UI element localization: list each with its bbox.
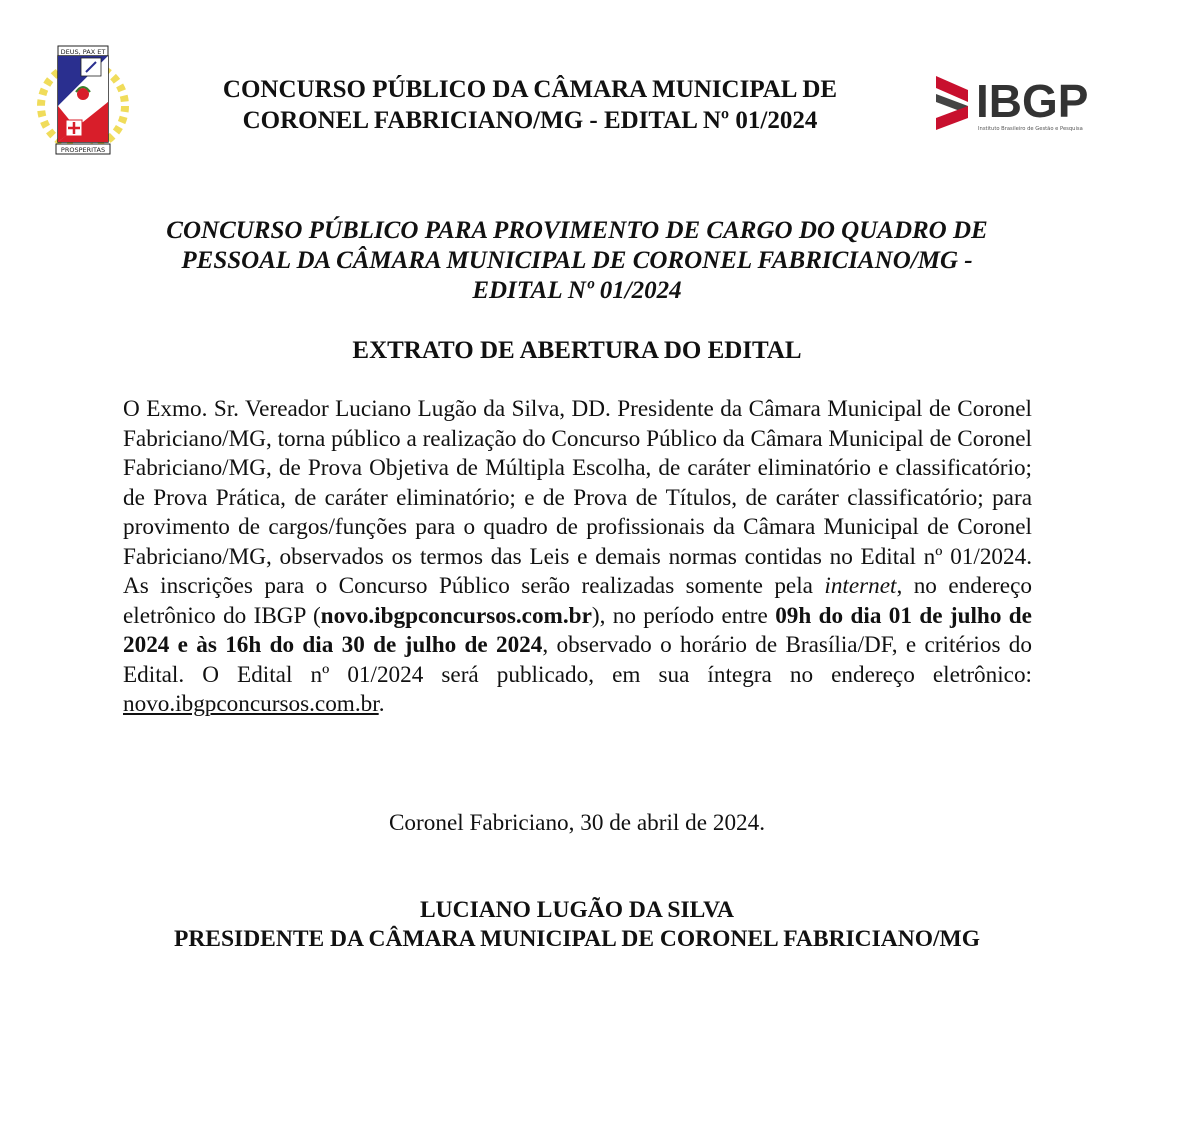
body-text-part1: O Exmo. Sr. Vereador Luciano Lugão da Silva, DD. Presidente da Câmara Municipal de Coronel Fabriciano/MG, torna público a realização do Concurso Público da Câmara Municipal de Coronel Fabriciano/MG, de Prova Objetiva de Múltipla Escolha, de caráter eliminatório e classificatório; de Prova Prática, de caráter eliminatório; e de Prova de Títulos, de caráter classificatório; para provimento de cargos/funções para o quadro de profissionais da Câmara Municipal de Coronel Fabriciano/MG, observados os termos das Leis e demais normas contidas no Edital nº 01/2024. As inscrições para o Concurso Público serão realizadas somente pela: [123, 396, 1032, 599]
site-address-link[interactable]: novo.ibgpconcursos.com.br: [123, 691, 379, 717]
signature-role: PRESIDENTE DA CÂMARA MUNICIPAL DE CORONEL FABRICIANO/MG: [173, 926, 981, 952]
body-text-part4: , observado o horário de Brasília/DF, e critérios do Edital. O Edital nº 01/2024 será publicado, em sua íntegra no endereço eletrônico:: [123, 632, 1032, 688]
body-paragraph: [123, 395, 1032, 720]
date-line: Coronel Fabriciano, 30 de abril de 2024.: [388, 810, 766, 836]
municipal-crest-icon: [36, 42, 130, 162]
internet-word: internet: [824, 573, 897, 599]
registration-period: 09h do dia 01 de julho de 2024 e às 16h do dia 30 de julho de 2024: [123, 602, 1032, 658]
crest-motto-top: DEUS, PAX ET: [60, 48, 106, 56]
header-title-line1: CONCURSO PÚBLICO DA CÂMARA MUNICIPAL DE: [222, 76, 838, 103]
document-title: [120, 216, 1034, 306]
extract-title: EXTRATO DE ABERTURA DO EDITAL: [352, 337, 802, 364]
document-title-line1: CONCURSO PÚBLICO PARA PROVIMENTO DE CARGO DO QUADRO DE: [166, 217, 988, 244]
ibgp-logo-tagline: Instituto Brasileiro de Gestão e Pesquisa: [978, 126, 1083, 132]
document-title-line2: PESSOAL DA CÂMARA MUNICIPAL DE CORONEL FABRICIANO/MG -: [181, 247, 973, 274]
body-text-part2: , no endereço eletrônico do IBGP (: [123, 573, 1032, 629]
header-title: [180, 74, 880, 136]
body-text-part5: .: [378, 691, 385, 717]
site-address-bold: novo.ibgpconcursos.com.br: [320, 602, 592, 629]
ibgp-logo: [932, 72, 1112, 134]
ibgp-logo-text: IBGP: [976, 75, 1089, 127]
signature-block: [80, 896, 1074, 954]
header-title-line2: CORONEL FABRICIANO/MG - EDITAL Nº 01/2024: [242, 107, 818, 134]
signature-name: LUCIANO LUGÃO DA SILVA: [419, 897, 735, 923]
document-header: [0, 0, 1187, 175]
crest-motto-bottom: PROSPERITAS: [60, 146, 106, 154]
document-title-line3: EDITAL Nº 01/2024: [472, 277, 682, 304]
body-text-part3: ), no período entre: [591, 602, 776, 629]
